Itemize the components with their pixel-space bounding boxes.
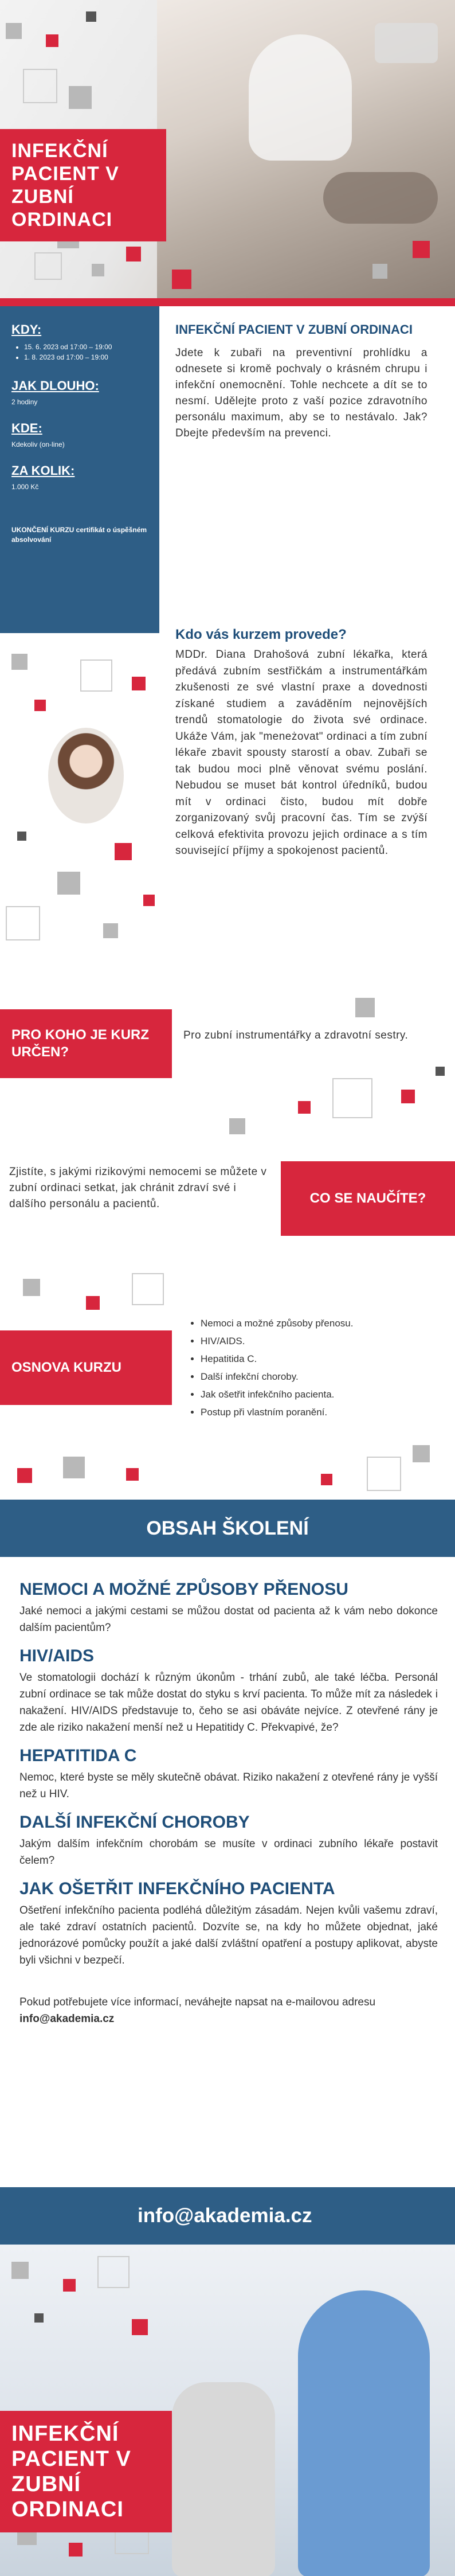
learn-label-text: CO SE NAUČÍTE?: [309, 1191, 426, 1206]
decor-square: [69, 2543, 83, 2557]
decor-square: [86, 11, 96, 22]
duration-label: JAK DLOUHO:: [11, 378, 99, 393]
contact-text: Pokud potřebujete více informací, neváhejte napsat na e-mailovou adresu: [19, 1996, 376, 2008]
decor-square: [332, 1078, 372, 1118]
content-s3-title: HEPATITIDA C: [19, 1746, 137, 1765]
decor-square: [355, 998, 375, 1017]
footer-photo: [0, 2245, 455, 2576]
decor-square: [17, 832, 26, 841]
lector-section: [175, 626, 427, 860]
content-header-bar: [0, 1500, 455, 1557]
outline-label-text: OSNOVA KURZU: [11, 1360, 121, 1375]
course-info-box: [0, 306, 159, 633]
hero-title-box: [0, 129, 166, 241]
when-label: KDY:: [11, 322, 42, 337]
outline-item: • Další infekční choroby.: [201, 1368, 430, 1385]
doctor-figure: [298, 2290, 430, 2576]
target-label: [0, 1009, 172, 1078]
content-s5-text: Ošetření infekčního pacienta podléhá důležitým zásadám. Nejen kvůli vašemu zdraví, ale také zdraví ostatních pacientů. Dozvíte se, na kdy ho můžete objednat, jaké jednorázové pomůcky použít a jaké další zvláštní opatření a postupy aplikovat, abyste byli všichni v bezpečí.: [19, 1904, 438, 1966]
lector-text: MDDr. Diana Drahošová zubní lékařka, která předává zubním sestřičkám a instrumentářkám zkušenosti ze své vlastní praxe a dovednosti získané studiem a zaváděním nejnovějších trendů stomatologie do života své ordinace. Ukáže Vám, jak "meneżovat" ordinaci a tím zubní lékaře zbavit spousty starostí a obav. Zubaři se tak budou moci plně věnovat svému poslání. Nebudou se muset bát kontrol úředníků, budou mít v ordinaci čisto, budou mít dobře zorganizovaný svůj pracovní čas. Tím se zvýší celková efektivita provozu jejich ordinace a s tím související příjmy a spokojenost pacientů.: [175, 649, 427, 857]
decor-square: [132, 677, 146, 690]
content-header: OBSAH ŠKOLENÍ: [146, 1517, 309, 1539]
content-s2-text: Ve stomatologii dochází k různým úkonům - trhání zubů, ale také léčba. Personál zubní ordinace se tak může dostat do styku s krví pacienta. To může mít za následek i nakažení. HIV/AIDS představuje to, čeho se asi obáváte nejvíce. Z otevřené rány je zde ale riziko nakažení menší než u Hepatitidy C. Překvapivé, že?: [19, 1672, 438, 1734]
content-s4-title: DALŠÍ INFEKČNÍ CHOROBY: [19, 1813, 250, 1832]
dental-lamp-shape: [375, 23, 438, 63]
decor-square: [132, 2319, 148, 2335]
outline-list: [201, 1314, 430, 1421]
certificate-rest: certifikát o úspěšném absolvování: [11, 526, 147, 544]
email-bar: [0, 2187, 455, 2245]
outline-label: [0, 1330, 172, 1405]
decor-square: [46, 34, 58, 47]
price-value: 1.000 Kč: [11, 483, 39, 491]
footer-title: INFEKČNÍ PACIENT V ZUBNÍ ORDINACI: [11, 2422, 131, 2522]
content-section: [19, 1580, 438, 2027]
decor-square: [69, 86, 92, 109]
decor-square: [132, 1273, 164, 1305]
content-s1-title: NEMOCI A MOŽNÉ ZPŮSOBY PŘENOSU: [19, 1580, 348, 1599]
email-bar-link[interactable]: info@akademia.cz: [138, 2204, 312, 2227]
decor-square: [23, 1279, 40, 1296]
patient-figure: [323, 172, 438, 224]
contact-email-link[interactable]: info@akademia.cz: [19, 2013, 115, 2025]
content-s2-title: HIV/AIDS: [19, 1646, 95, 1665]
lector-photo: [46, 725, 126, 826]
content-s5-title: JAK OŠETŘIT INFEKČNÍHO PACIENTA: [19, 1879, 335, 1898]
content-s3-text: Nemoc, které byste se měly skutečně obávat. Riziko nakažení z otevřené rány je vyšší než u HIV.: [19, 1771, 438, 1800]
decor-square: [23, 69, 57, 103]
where-label: KDE:: [11, 421, 42, 435]
decor-square: [97, 2256, 130, 2288]
price-label: ZA KOLIK:: [11, 463, 75, 478]
decor-square: [413, 241, 430, 258]
intro-title: INFEKČNÍ PACIENT V ZUBNÍ ORDINACI: [175, 322, 413, 337]
decor-square: [143, 895, 155, 906]
decor-square: [17, 1468, 32, 1483]
decor-square: [80, 659, 112, 692]
outline-item: • HIV/AIDS.: [201, 1332, 430, 1350]
patient-figure: [172, 2382, 275, 2576]
intro-section: [175, 322, 427, 442]
decor-square: [34, 252, 62, 280]
decor-square: [86, 1296, 100, 1310]
target-label-text: PRO KOHO JE KURZ URČEN?: [11, 1027, 150, 1060]
decor-square: [126, 247, 141, 261]
decor-square: [367, 1457, 401, 1491]
decor-square: [321, 1474, 332, 1485]
decor-square: [6, 906, 40, 940]
decor-square: [57, 872, 80, 895]
decor-square: [115, 843, 132, 860]
learn-label: [281, 1161, 455, 1236]
hero-photo: [157, 0, 455, 304]
date-item: • 1. 8. 2023 od 17:00 – 19:00: [24, 352, 148, 362]
content-s1-text: Jaké nemoci a jakými cestami se můžou dostat od pacienta až k vám nebo dokonce dalším pacientům?: [19, 1605, 438, 1634]
decor-square: [11, 654, 28, 670]
decor-square: [298, 1101, 311, 1114]
date-item: • 15. 6. 2023 od 17:00 – 19:00: [24, 342, 148, 352]
contact-paragraph: [19, 1994, 438, 2027]
decor-square: [372, 264, 387, 279]
decor-square: [229, 1118, 245, 1134]
certificate-note: [11, 525, 148, 545]
duration-value: 2 hodiny: [11, 398, 38, 406]
outline-item: • Hepatitida C.: [201, 1350, 430, 1368]
decor-square: [92, 264, 104, 276]
decor-square: [413, 1445, 430, 1462]
decor-square: [34, 700, 46, 711]
dentist-figure: [249, 34, 352, 161]
date-list: [24, 342, 148, 362]
decor-square: [436, 1067, 445, 1076]
decor-square: [103, 923, 118, 938]
decor-square: [11, 2262, 29, 2279]
decor-square: [6, 23, 22, 39]
intro-text: Jdete k zubaři na preventivní prohlídku a odnesete si kromě pochvaly o krásném chrupu i infekční onemocnění. Tohle nechcete a dít se to nesmí. Udělejte proto z vaší pozice zdravotního personálu maximum, aby se to nestávalo. Jak? Dbejte především na prevenci.: [175, 347, 427, 439]
lector-title: Kdo vás kurzem provede?: [175, 627, 347, 642]
outline-item: • Postup při vlastním poranění.: [201, 1403, 430, 1421]
hero-title: INFEKČNÍ PACIENT V ZUBNÍ ORDINACI: [11, 140, 119, 231]
hero-section: [0, 0, 455, 304]
target-text: Pro zubní instrumentářky a zdravotní sestry.: [183, 1029, 409, 1041]
decor-square: [63, 2279, 76, 2292]
outline-item: • Nemoci a možné způsoby přenosu.: [201, 1314, 430, 1332]
footer-title-box: [0, 2411, 172, 2532]
decor-square: [126, 1468, 139, 1481]
decor-square: [401, 1090, 415, 1103]
hero-red-strip: [0, 298, 455, 306]
certificate-bold: UKONČENÍ KURZU: [11, 526, 74, 534]
learn-text: Zjistíte, s jakými rizikovými nemocemi se můžete v zubní ordinaci setkat, jak chránit zdraví své i dalšího personálu a pacientů.: [9, 1166, 267, 1210]
content-s4-text: Jakým dalším infekčním chorobám se musíte v ordinaci zubního lékaře postavit čelem?: [19, 1838, 438, 1867]
decor-square: [63, 1457, 85, 1478]
decor-square: [172, 270, 191, 289]
decor-square: [34, 2313, 44, 2323]
outline-item: • Jak ošetřit infekčního pacienta.: [201, 1385, 430, 1403]
where-value: Kdekoliv (on-line): [11, 440, 65, 448]
